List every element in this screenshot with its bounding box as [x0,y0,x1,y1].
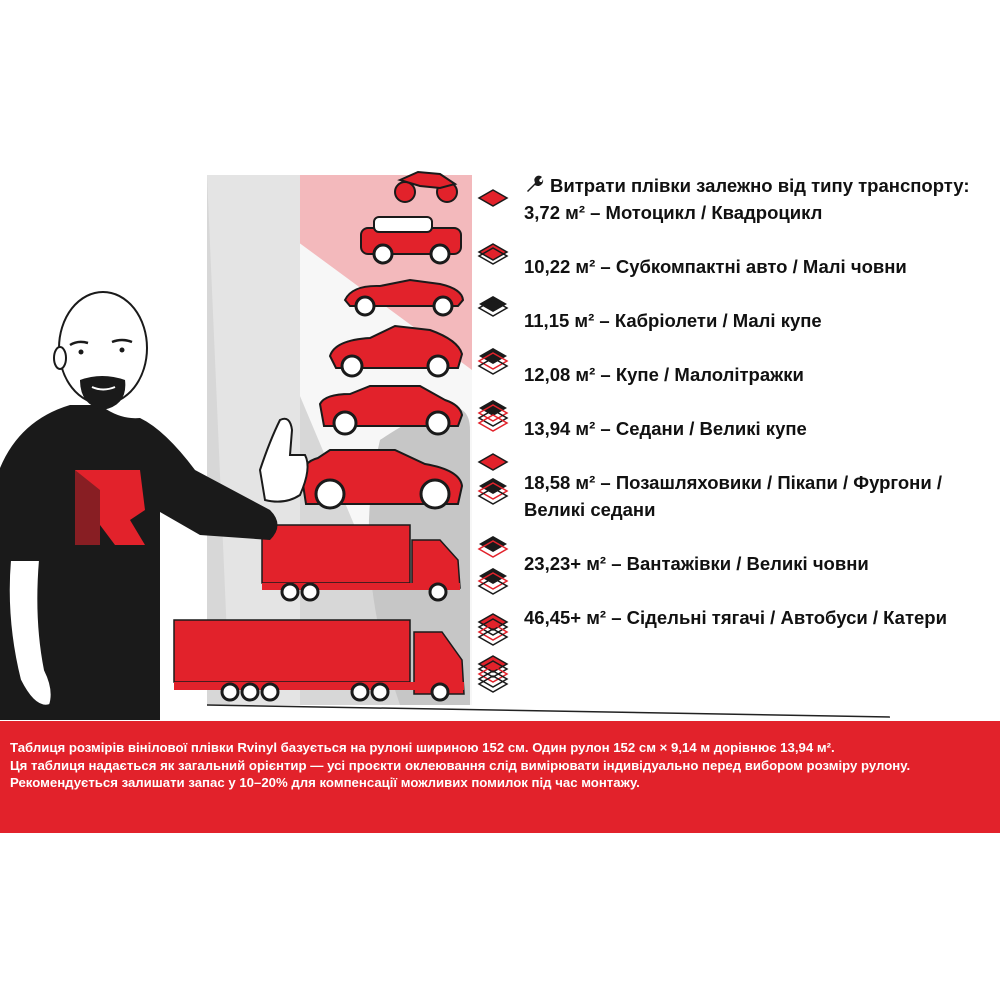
list-item: 46,45+ м² – Сідельні тягачі / Автобуси / Катери [524,607,947,628]
roll-icon [479,296,507,316]
roll-icon [479,190,507,206]
banner-line: Рекомендується залишати запас у 10–20% для компенсації можливих помилок під час монтажу. [10,775,640,791]
disclaimer-banner [0,721,1000,833]
list-item: 23,23+ м² – Вантажівки / Великі човни [524,553,869,574]
banner-line: Ця таблиця надається як загальний орієнтир — усі проєкти оклеювання слід вимірювати індивідуально перед вибором розміру рулону. [10,757,911,773]
list-item: 3,72 м² – Мотоцикл / Квадроцикл [524,202,823,223]
list-header [524,172,994,199]
roll-icon [479,614,507,645]
list-item: 13,94 м² – Седани / Великі купе [524,418,807,439]
roll-icon [479,244,507,264]
list-item: 11,15 м² – Кабріолети / Малі купе [524,310,822,331]
roll-icon [479,478,507,504]
semi-truck-icon [174,620,464,700]
roll-icon [479,454,507,470]
roll-icon [479,400,507,431]
roll-icon [479,656,507,692]
banner-line: Таблиця розмірів вінілової плівки Rvinyl базується на рулоні шириною 152 см. Один рулон 152 см × 9,14 м дорівнює 13,94 м². [10,740,835,755]
list-item: 18,58 м² – Позашляховики / Пікапи / Фургони / Великі седани [524,472,943,520]
list-item: 12,08 м² – Купе / Малолітражки [524,364,804,385]
roll-icon [479,568,507,594]
list-header-title: Витрати плівки залежно від типу транспорту: [550,175,970,196]
wrench-icon [524,174,544,194]
list-item: 10,22 м² – Субкомпактні авто / Малі човни [524,256,907,277]
roll-icon [479,536,507,557]
roll-icon [479,348,507,374]
